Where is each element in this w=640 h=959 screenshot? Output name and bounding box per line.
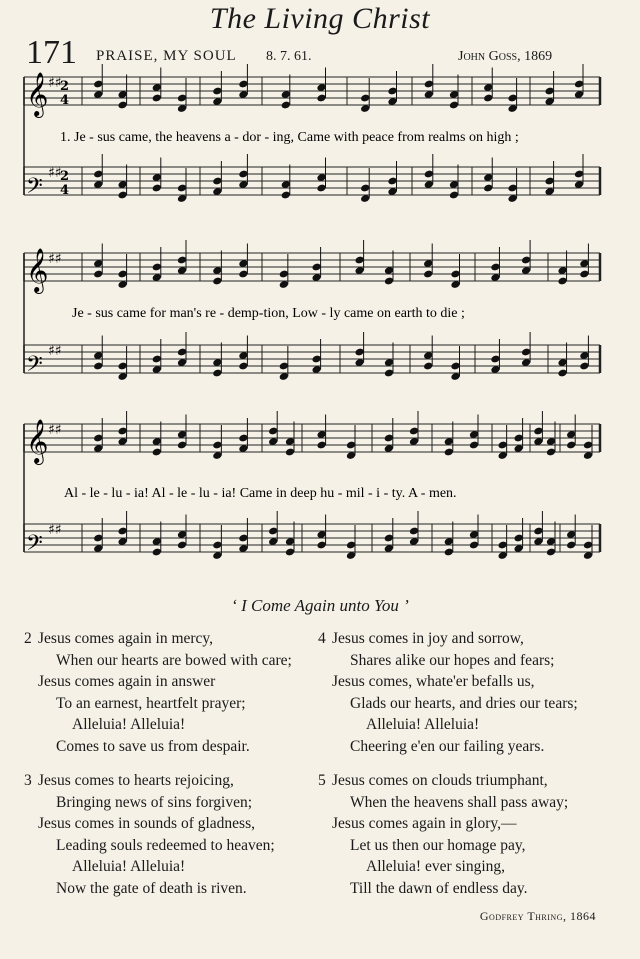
tune-name: PRAISE, MY SOUL xyxy=(96,48,237,64)
stanza-line: Now the gate of death is riven. xyxy=(56,879,247,897)
stanza-line: Jesus comes again in glory,— xyxy=(332,815,517,832)
lyric-line-3: Al - le - lu - ia! Al - le - lu - ia! Came in deep hu - mil - i - ty. A - men. xyxy=(64,486,457,501)
stanza-line: Bringing news of sins forgiven; xyxy=(56,793,253,811)
composer-credit: John Goss, 1869 xyxy=(458,49,553,64)
stanza-line: Alleluia! ever singing, xyxy=(366,858,506,875)
stanza-line: Jesus comes again in mercy, xyxy=(38,630,214,647)
stanza-line: Alleluia! Alleluia! xyxy=(72,858,186,875)
stanza-line: Jesus comes in sounds of gladness, xyxy=(38,815,255,832)
hymn-number: 171 xyxy=(26,34,77,71)
stanza-line: When our hearts are bowed with care; xyxy=(56,651,292,669)
stanza-line: When the heavens shall pass away; xyxy=(350,793,569,811)
stanza-line: To an earnest, heartfelt prayer; xyxy=(56,694,246,712)
key-signature: ♯♯ xyxy=(48,522,62,538)
stanza-line: Jesus comes, whate'er befalls us, xyxy=(332,673,535,690)
author-credit: Godfrey Thring, 1864 xyxy=(479,909,596,923)
stanza-number: 2 xyxy=(24,630,32,647)
bass-clef: 𝄢 xyxy=(26,352,43,382)
treble-clef: 𝄞 xyxy=(26,419,49,463)
stanza-line: Shares alike our hopes and fears; xyxy=(350,651,555,669)
stanza-line: Cheering e'en our failing years. xyxy=(350,737,545,755)
stanza-number: 5 xyxy=(318,772,326,789)
time-signature: 4 xyxy=(60,93,70,108)
stanza-line: Jesus comes again in answer xyxy=(38,673,216,690)
bass-clef: 𝄢 xyxy=(26,174,43,204)
subtitle: ‘ I Come Again unto You ’ xyxy=(231,596,409,615)
stanza-line: Glads our hearts, and dries our tears; xyxy=(350,694,578,712)
stanza-line: Till the dawn of endless day. xyxy=(350,879,528,897)
stanza-line: Jesus comes to hearts rejoicing, xyxy=(38,772,234,789)
treble-clef: 𝄞 xyxy=(26,248,49,292)
key-signature: ♯♯ xyxy=(48,251,62,267)
lyric-line-1: 1. Je - sus came, the heavens a - dor - ing, Came with peace from realms on high ; xyxy=(60,130,519,145)
stanza-number: 3 xyxy=(24,772,32,789)
section-title: The Living Christ xyxy=(209,2,431,35)
bass-clef: 𝄢 xyxy=(26,531,43,561)
treble-clef: 𝄞 xyxy=(26,72,49,116)
key-signature: ♯♯ xyxy=(48,343,62,359)
stanza-line: Alleluia! Alleluia! xyxy=(72,716,186,733)
stanza-number: 4 xyxy=(318,630,326,647)
stanza-line: Comes to save us from despair. xyxy=(56,737,250,755)
time-signature: 2 xyxy=(60,79,70,94)
key-signature: ♯♯ xyxy=(48,422,62,438)
stanza-line: Alleluia! Alleluia! xyxy=(366,716,480,733)
stanza-line: Let us then our homage pay, xyxy=(350,836,526,854)
key-signature: ♯♯ xyxy=(48,75,62,91)
time-signature: 2 xyxy=(60,169,70,184)
lyric-line-2: Je - sus came for man's re - demp-tion, Low - ly came on earth to die ; xyxy=(72,306,465,321)
stanza-line: Jesus comes on clouds triumphant, xyxy=(332,772,548,789)
stanza-line: Jesus comes in joy and sorrow, xyxy=(332,630,524,647)
meter: 8. 7. 61. xyxy=(266,49,312,64)
time-signature: 4 xyxy=(60,183,70,198)
key-signature: ♯♯ xyxy=(48,165,62,181)
stanza-line: Leading souls redeemed to heaven; xyxy=(56,836,275,854)
